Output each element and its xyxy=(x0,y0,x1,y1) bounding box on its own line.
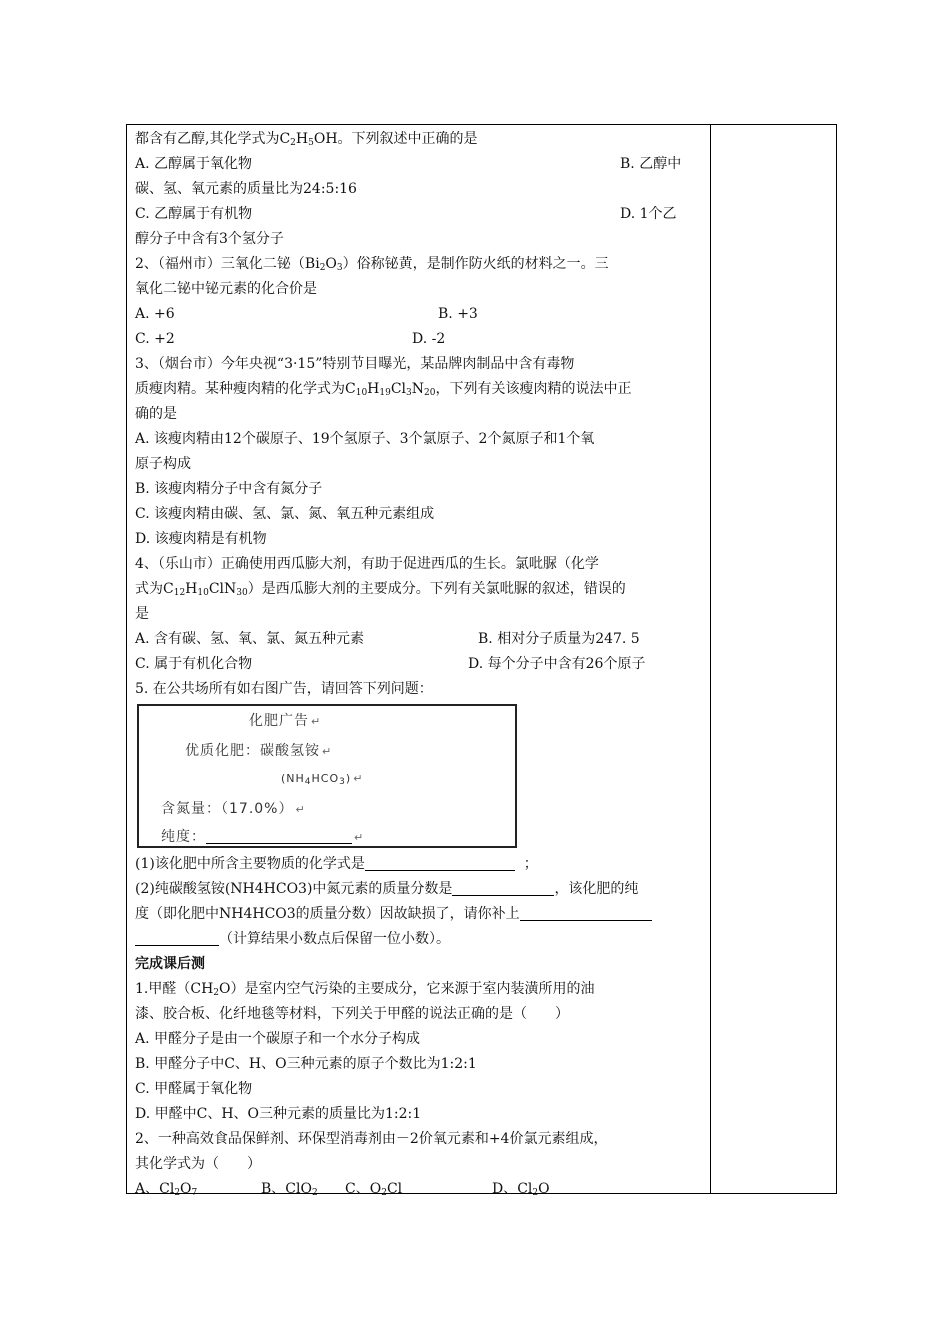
p1-option-d: D. 甲醛中C、H、O三种元素的质量比为1:2:1 xyxy=(135,1106,422,1122)
q4-stem-formula: 式为$C_{12}H_{10}ClN_{30}$）是西瓜膨大剂的主要成分。下列有关氯吡脲的叙述，错误的 xyxy=(135,581,626,598)
q4-option-c: C. 属于有机化合物 xyxy=(135,656,253,672)
section-heading: 完成课后测 xyxy=(135,956,205,972)
p2-option-c: C、$O_2Cl$ xyxy=(345,1181,403,1198)
p1-option-b: B. 甲醛分子中C、H、O三种元素的原子个数比为1:2:1 xyxy=(135,1056,477,1072)
q3-option-a-cont: 原子构成 xyxy=(135,456,191,472)
q4-stem-end: 是 xyxy=(135,606,149,622)
q3-option-d: D. 该瘦肉精是有机物 xyxy=(135,531,267,547)
ad-title: 化肥广告 ↵ xyxy=(249,713,322,729)
q3-option-c: C. 该瘦肉精由碳、氢、氯、氮、氧五种元素组成 xyxy=(135,506,435,522)
q2-option-d: D. -2 xyxy=(412,331,446,347)
p2-option-a: A、$Cl_2O_7$ xyxy=(135,1181,198,1198)
q2-option-b: B. +3 xyxy=(438,306,478,322)
q5-blank-4[interactable] xyxy=(135,929,219,946)
q1-option-row xyxy=(135,152,703,177)
q4-stem: 4、（乐山市）正确使用西瓜膨大剂，有助于促进西瓜的生长。氯吡脲（化学 xyxy=(135,556,599,572)
q2-option-c: C. +2 xyxy=(135,331,175,347)
p2-option-d: D、$Cl_2O$ xyxy=(492,1181,550,1198)
p1-stem: 1.甲醛$(CH_2O)$是室内空气污染的主要成分，它来源于室内装潢所用的油 xyxy=(135,981,595,998)
q1-option-b: B. 乙醇中 xyxy=(620,156,682,172)
fertilizer-ad-image xyxy=(137,704,517,848)
q1-option-row-2 xyxy=(135,202,703,227)
q5-sub2-end: （计算结果小数点后保留一位小数）。 xyxy=(135,927,703,952)
q1-option-d: D. 1个乙 xyxy=(620,206,677,222)
worksheet-table xyxy=(126,124,837,1198)
q2-option-row-2 xyxy=(135,327,703,352)
p2-option-b: B、ClO$_2$ xyxy=(261,1181,318,1198)
p2-stem: 2、一种高效食品保鲜剂、环保型消毒剂由－2价氧元素和+4价氯元素组成， xyxy=(135,1131,608,1147)
q4-option-b: B. 相对分子质量为247. 5 xyxy=(478,631,640,647)
q2-stem: 2、（福州市）三氧化二铋$(Bi_2O_3)$俗称铋黄，是制作防火纸的材料之一。三 xyxy=(135,256,609,273)
q4-option-row xyxy=(135,627,703,652)
q5-stem: 5. 在公共场所有如右图广告，请回答下列问题： xyxy=(135,681,433,697)
p2-stem-cont: 其化学式为（ ） xyxy=(135,1156,261,1172)
q5-blank-2[interactable] xyxy=(452,879,554,896)
q5-blank-1[interactable] xyxy=(365,854,515,871)
content-cell xyxy=(135,127,703,1202)
p1-option-c: C. 甲醛属于氧化物 xyxy=(135,1081,253,1097)
p2-option-row xyxy=(135,1177,703,1202)
q3-stem-formula: 质瘦肉精。某种瘦肉精的化学式为$C_{10}H_{19}Cl_3N_{20}$，下列有关该瘦肉精的说法中正 xyxy=(135,381,632,398)
q4-option-a: A. 含有碳、氢、氧、氯、氮五种元素 xyxy=(135,631,365,647)
q1-option-c: C. 乙醇属于有机物 xyxy=(135,206,253,222)
q3-option-a: A. 该瘦肉精由12个碳原子、19个氢原子、3个氯原子、2个氮原子和1个氧 xyxy=(135,431,595,447)
q5-blank-3[interactable] xyxy=(520,904,652,921)
p1-option-a: A. 甲醛分子是由一个碳原子和一个水分子构成 xyxy=(135,1031,421,1047)
q2-option-row xyxy=(135,302,703,327)
p1-stem-cont: 漆、胶合板、化纤地毯等材料，下列关于甲醛的说法正确的是（ ） xyxy=(135,1006,569,1022)
q1-option-a: A. 乙醇属于氧化物 xyxy=(135,156,253,172)
q1-option-b-cont: 碳、氢、氧元素的质量比为24:5:16 xyxy=(135,181,357,197)
column-divider xyxy=(710,125,711,1193)
q5-sub2-cont: 度（即化肥中NH4HCO3的质量分数）因故缺损了，请你补上 xyxy=(135,902,703,927)
ad-nitrogen: 含氮量：（17.0%） ↵ xyxy=(161,801,306,817)
q4-option-row-2 xyxy=(135,652,703,677)
ad-formula: $(NH_4HCO_3)$ ↵ xyxy=(281,772,364,787)
ad-purity-blank xyxy=(206,827,352,844)
ad-purity: 纯度： ↵ xyxy=(161,829,365,845)
q1-option-d-cont: 醇分子中含有3个氢分子 xyxy=(135,231,284,247)
q2-option-a: A. +6 xyxy=(135,306,175,322)
q5-sub1: (1)该化肥中所含主要物质的化学式是 ； xyxy=(135,856,538,872)
q1-stem: 都含有乙醇,其化学式为$C_2H_5OH$。下列叙述中正确的是 xyxy=(135,131,478,148)
q5-sub2: (2)纯碳酸氢铵(NH4HCO3)中氮元素的质量分数是 ，该化肥的纯 xyxy=(135,881,639,897)
ad-product: 优质化肥：碳酸氢铵 ↵ xyxy=(185,743,333,759)
q3-option-b: B. 该瘦肉精分子中含有氮分子 xyxy=(135,481,323,497)
q2-stem-cont: 氧化二铋中铋元素的化合价是 xyxy=(135,281,317,297)
q4-option-d: D. 每个分子中含有26个原子 xyxy=(468,656,646,672)
q3-stem: 3、（烟台市）今年央视“3·15”特别节目曝光，某品牌肉制品中含有毒物 xyxy=(135,356,575,372)
q3-stem-end: 确的是 xyxy=(135,406,177,422)
